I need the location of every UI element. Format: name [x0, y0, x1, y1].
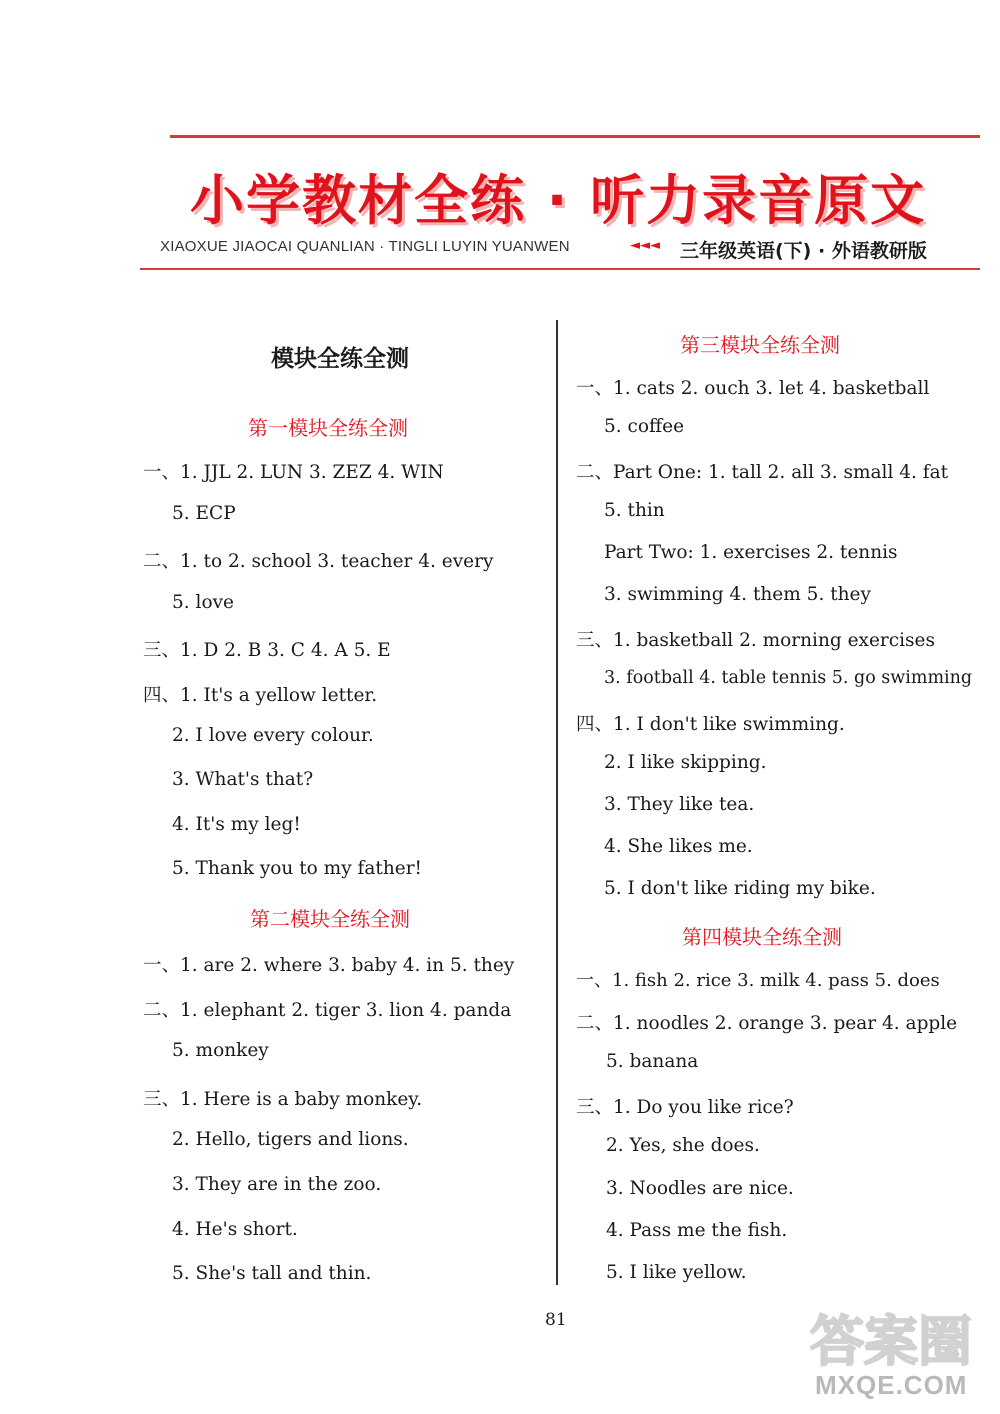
- module-3-line: Part Two: 1. exercises 2. tennis: [604, 542, 898, 563]
- module-3-heading: 第三模块全练全测: [680, 333, 840, 357]
- module-4-line: 5. banana: [606, 1051, 699, 1072]
- module-1-line: 3. What's that?: [172, 769, 314, 790]
- arrow-decoration-icon: ◄◄◄: [630, 238, 660, 253]
- module-2-line: 三、1. Here is a baby monkey.: [143, 1089, 423, 1110]
- watermark-logo-text: 答案圈: [810, 1310, 972, 1373]
- module-1-line: 5. ECP: [172, 503, 236, 524]
- module-1-line: 三、1. D 2. B 3. C 4. A 5. E: [143, 640, 391, 661]
- module-4-line: 二、1. noodles 2. orange 3. pear 4. apple: [576, 1013, 958, 1034]
- watermark-site: MXQE.COM: [815, 1370, 968, 1400]
- module-4-line: 3. Noodles are nice.: [606, 1178, 794, 1199]
- grade-edition-label: 三年级英语(下) · 外语教研版: [680, 240, 927, 262]
- module-1-line: 二、1. to 2. school 3. teacher 4. every: [143, 551, 494, 572]
- module-1-line: 一、1. JJL 2. LUN 3. ZEZ 4. WIN: [143, 462, 444, 483]
- section-main-title: 模块全练全测: [271, 346, 409, 372]
- module-3-line: 四、1. I don't like swimming.: [576, 714, 845, 735]
- module-3-line: 二、Part One: 1. tall 2. all 3. small 4. fat: [576, 462, 949, 483]
- module-2-heading: 第二模块全练全测: [250, 907, 410, 931]
- module-1-line: 5. love: [172, 592, 234, 613]
- module-3-line: 2. I like skipping.: [604, 752, 767, 773]
- header-bottom-rule: [140, 268, 980, 270]
- module-1-line: 4. It's my leg!: [172, 814, 301, 835]
- module-4-line: 2. Yes, she does.: [606, 1135, 760, 1156]
- module-1-line: 四、1. It's a yellow letter.: [143, 685, 378, 706]
- module-4-heading: 第四模块全练全测: [682, 925, 842, 949]
- module-3-line: 5. thin: [604, 500, 665, 521]
- module-3-line: 一、1. cats 2. ouch 3. let 4. basketball: [576, 378, 930, 399]
- module-3-line: 5. coffee: [604, 416, 685, 437]
- module-2-line: 2. Hello, tigers and lions.: [172, 1129, 409, 1150]
- module-2-line: 5. She's tall and thin.: [172, 1263, 372, 1284]
- module-3-line: 4. She likes me.: [604, 836, 753, 857]
- module-2-line: 一、1. are 2. where 3. baby 4. in 5. they: [143, 955, 515, 976]
- module-4-line: 一、1. fish 2. rice 3. milk 4. pass 5. does: [576, 970, 940, 991]
- module-3-line: 5. I don't like riding my bike.: [604, 878, 876, 899]
- module-2-line: 3. They are in the zoo.: [172, 1174, 382, 1195]
- module-2-line: 二、1. elephant 2. tiger 3. lion 4. panda: [143, 1000, 512, 1021]
- module-2-line: 5. monkey: [172, 1040, 269, 1061]
- module-3-line: 3. football 4. table tennis 5. go swimming: [604, 668, 973, 688]
- module-1-heading: 第一模块全练全测: [248, 416, 408, 440]
- module-4-line: 三、1. Do you like rice?: [576, 1097, 794, 1118]
- header-top-rule: [170, 135, 980, 138]
- module-3-line: 三、1. basketball 2. morning exercises: [576, 630, 935, 651]
- module-4-line: 4. Pass me the fish.: [606, 1220, 788, 1241]
- module-1-line: 5. Thank you to my father!: [172, 858, 422, 879]
- page-title: 小学教材全练 · 听力录音原文: [190, 169, 927, 232]
- module-2-line: 4. He's short.: [172, 1219, 298, 1240]
- module-3-line: 3. They like tea.: [604, 794, 755, 815]
- page-number: 81: [545, 1310, 567, 1330]
- column-divider: [556, 320, 558, 1285]
- module-1-line: 2. I love every colour.: [172, 725, 374, 746]
- module-3-line: 3. swimming 4. them 5. they: [604, 584, 871, 605]
- title-pinyin: XIAOXUE JIAOCAI QUANLIAN · TINGLI LUYIN YUANWEN: [160, 238, 570, 255]
- module-4-line: 5. I like yellow.: [606, 1262, 747, 1283]
